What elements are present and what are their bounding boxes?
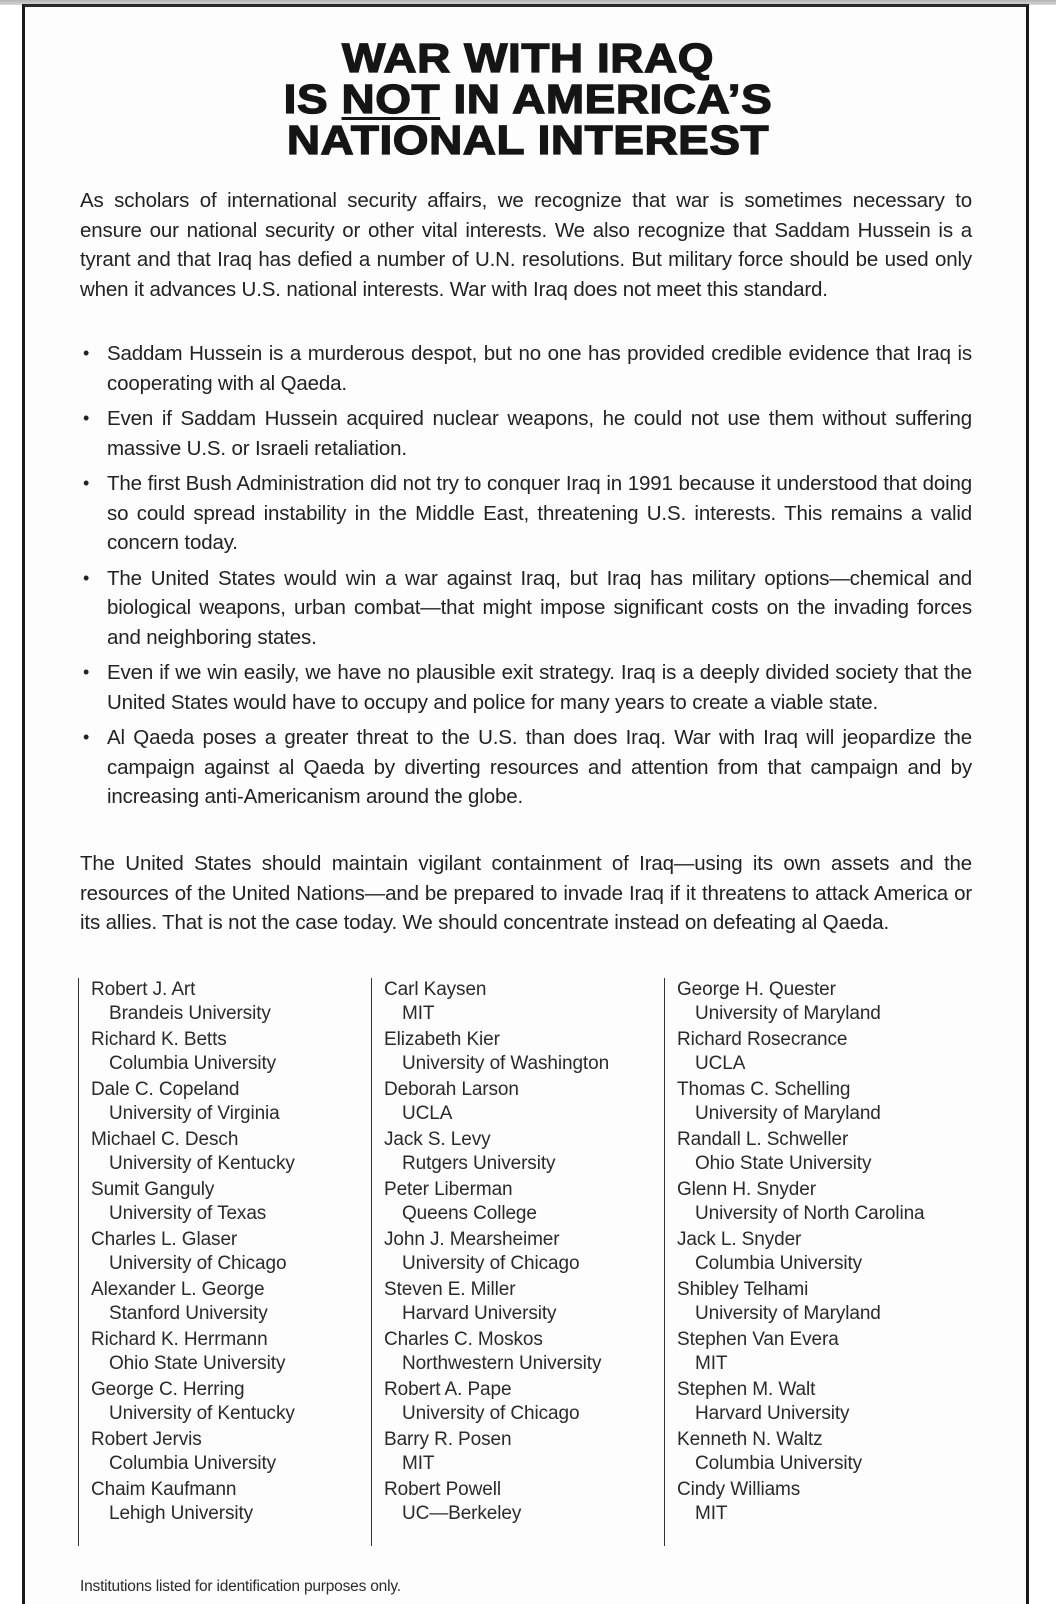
signatory-institution: MIT (402, 1452, 435, 1474)
signatory-name: Peter Liberman (384, 1179, 513, 1200)
signatory (91, 1228, 370, 1275)
signatory-column-3 (664, 978, 974, 1546)
signatory (384, 1328, 663, 1375)
signatory-name: Carl Kaysen (384, 979, 487, 1000)
argument-text: Al Qaeda poses a greater threat to the U.S. than does Iraq. War with Iraq will jeopardize the campaign against al Qaeda by diverting resources and attention from that campaign and by increasing anti-Americanism around the globe. (107, 726, 972, 808)
signatory-name: Randall L. Schweller (677, 1129, 849, 1150)
signatory-institution: University of Washington (402, 1052, 610, 1074)
signatory (384, 1378, 663, 1425)
signatory-name: Barry R. Posen (384, 1429, 512, 1450)
argument-text: The United States would win a war against Iraq, but Iraq has military options—chemical and biological weapons, urban combat—that might impose significant costs on the invading forces and neighboring states. (107, 566, 972, 649)
signatory-institution: Ohio State University (695, 1152, 872, 1174)
bullet-icon: • (83, 727, 90, 747)
signatory (677, 1328, 974, 1375)
signatory-institution: University of Chicago (402, 1252, 580, 1274)
argument-item (80, 723, 972, 812)
argument-text: Even if we win easily, we have no plausible exit strategy. Iraq is a deeply divided society that the United States would have to occupy and police for many years to create a viable state. (107, 661, 972, 714)
signatory (384, 1478, 663, 1525)
signatory-name: Alexander L. George (91, 1279, 265, 1300)
signatory (677, 1428, 974, 1475)
headline-line-2 (0, 76, 1056, 122)
signatory-name: Deborah Larson (384, 1079, 519, 1100)
signatory-name: Steven E. Miller (384, 1279, 516, 1300)
signatory-institution: University of Chicago (402, 1402, 580, 1424)
signatory (384, 1078, 663, 1125)
headline-line-1: WAR WITH IRAQ (341, 35, 715, 81)
signatory (91, 1078, 370, 1125)
bullet-icon: • (83, 343, 90, 363)
signatory (677, 1028, 974, 1075)
signatory-name: George H. Quester (677, 979, 836, 1000)
signatory-institution: Columbia University (109, 1052, 277, 1074)
signatory-institution: Rutgers University (402, 1152, 556, 1174)
headline-line-2-post: IN AMERICA’S (440, 76, 773, 122)
signatory-name: Charles C. Moskos (384, 1329, 543, 1350)
signatory-institution: UC—Berkeley (402, 1502, 522, 1524)
signatory-name: Richard Rosecrance (677, 1029, 848, 1050)
bullet-icon: • (83, 408, 90, 428)
signatory-institution: Queens College (402, 1202, 537, 1224)
signatory-name: Michael C. Desch (91, 1129, 239, 1150)
signatory-institution: UCLA (402, 1102, 453, 1124)
signatory-name: Shibley Telhami (677, 1279, 809, 1300)
signatory-name: Chaim Kaufmann (91, 1479, 237, 1500)
bullet-icon: • (83, 473, 90, 493)
signatory-name: John J. Mearsheimer (384, 1229, 560, 1250)
signatory-name: Jack S. Levy (384, 1129, 491, 1150)
signatory-institution: University of North Carolina (695, 1202, 925, 1224)
signatory-name: Robert A. Pape (384, 1379, 512, 1400)
signatory-name: Glenn H. Snyder (677, 1179, 816, 1200)
signatory-name: Sumit Ganguly (91, 1179, 215, 1200)
signatory-institution: University of Texas (109, 1202, 267, 1224)
signatory-institution: University of Maryland (695, 1302, 881, 1324)
signatories (78, 978, 978, 1553)
signatory-name: Richard K. Herrmann (91, 1329, 268, 1350)
argument-item (80, 658, 972, 717)
signatory (677, 1128, 974, 1175)
signatory (91, 1478, 370, 1525)
signatory-column-1 (78, 978, 370, 1546)
signatory-institution: University of Maryland (695, 1002, 881, 1024)
signatory-institution: MIT (402, 1002, 435, 1024)
signatory (677, 1078, 974, 1125)
signatory (677, 1378, 974, 1425)
argument-item (80, 469, 972, 558)
signatory-institution: Stanford University (109, 1302, 268, 1324)
signatory (677, 1228, 974, 1275)
signatory (384, 1128, 663, 1175)
signatory-institution: UCLA (695, 1052, 746, 1074)
signatory-name: Robert Powell (384, 1479, 501, 1500)
signatory (91, 1378, 370, 1425)
signatory-column-2 (371, 978, 663, 1546)
signatory (91, 1028, 370, 1075)
signatory-name: Thomas C. Schelling (677, 1079, 851, 1100)
signatory-name: Stephen M. Walt (677, 1379, 816, 1400)
signatory-institution: Columbia University (109, 1452, 277, 1474)
signatory-institution: University of Chicago (109, 1252, 287, 1274)
signatory (91, 978, 370, 1025)
signatory (91, 1428, 370, 1475)
argument-list (80, 339, 972, 818)
signatory-institution: Columbia University (695, 1452, 863, 1474)
signatory-name: Cindy Williams (677, 1479, 801, 1500)
argument-text: The first Bush Administration did not try to conquer Iraq in 1991 because it understood that doing so could spread instability in the Middle East, threatening U.S. interests. This remains a valid concern today. (107, 472, 972, 554)
signatory (384, 978, 663, 1025)
signatory (91, 1178, 370, 1225)
signatory-name: Jack L. Snyder (677, 1229, 802, 1250)
signatory-institution: Ohio State University (109, 1352, 286, 1374)
argument-text: Even if Saddam Hussein acquired nuclear weapons, he could not use them without suffering massive U.S. or Israeli retaliation. (107, 407, 972, 460)
argument-item (80, 564, 972, 653)
signatory (384, 1278, 663, 1325)
signatory (384, 1428, 663, 1475)
headline-emphasis-not: NOT (341, 76, 441, 122)
signatory (677, 1478, 974, 1525)
argument-item (80, 339, 972, 398)
footnote: Institutions listed for identification purposes only. (80, 1578, 401, 1595)
signatory-institution: MIT (695, 1502, 728, 1524)
headline-line-2-pre: IS (283, 76, 342, 122)
signatory-name: Elizabeth Kier (384, 1029, 500, 1050)
argument-item (80, 404, 972, 463)
signatory-institution: Harvard University (402, 1302, 557, 1324)
intro-paragraph: As scholars of international security affairs, we recognize that war is sometimes necessary to ensure our national security or other vital interests. We also recognize that Saddam Hussein is a tyrant and that Iraq has defied a number of U.N. resolutions. But military force should be used only when it advances U.S. national interests. War with Iraq does not meet this standard. (80, 189, 972, 301)
signatory (677, 1178, 974, 1225)
signatory-name: Kenneth N. Waltz (677, 1429, 823, 1450)
signatory-institution: MIT (695, 1352, 728, 1374)
signatory (384, 1028, 663, 1075)
signatory-name: Charles L. Glaser (91, 1229, 238, 1250)
headline-line-3: NATIONAL INTEREST (286, 117, 770, 163)
bullet-icon: • (83, 567, 90, 588)
signatory-name: Stephen Van Evera (677, 1329, 839, 1350)
signatory-institution: University of Kentucky (109, 1152, 295, 1174)
signatory-institution: University of Maryland (695, 1102, 881, 1124)
signatory-institution: University of Kentucky (109, 1402, 295, 1424)
signatory-name: George C. Herring (91, 1379, 245, 1400)
argument-text: Saddam Hussein is a murderous despot, but no one has provided credible evidence that Iraq is cooperating with al Qaeda. (107, 342, 972, 395)
signatory-institution: Northwestern University (402, 1352, 602, 1374)
signatory-name: Robert J. Art (91, 979, 196, 1000)
signatory-institution: Harvard University (695, 1402, 850, 1424)
signatory (91, 1278, 370, 1325)
signatory-name: Robert Jervis (91, 1429, 202, 1450)
signatory (91, 1328, 370, 1375)
signatory-institution: University of Virginia (109, 1102, 280, 1124)
signatory (384, 1228, 663, 1275)
signatory (677, 978, 974, 1025)
signatory-institution: Brandeis University (109, 1002, 271, 1024)
headline (0, 35, 1056, 163)
bullet-icon: • (83, 662, 90, 682)
signatory-institution: Columbia University (695, 1252, 863, 1274)
signatory-name: Dale C. Copeland (91, 1079, 240, 1100)
signatory-institution: Lehigh University (109, 1502, 254, 1524)
signatory (384, 1178, 663, 1225)
signatory (91, 1128, 370, 1175)
signatory-name: Richard K. Betts (91, 1029, 227, 1050)
signatory (677, 1278, 974, 1325)
conclusion-paragraph: The United States should maintain vigilant containment of Iraq—using its own assets and the resources of the United Nations—and be prepared to invade Iraq if it threatens to attack America or its allies. That is not the case today. We should concentrate instead on defeating al Qaeda. (80, 852, 972, 934)
